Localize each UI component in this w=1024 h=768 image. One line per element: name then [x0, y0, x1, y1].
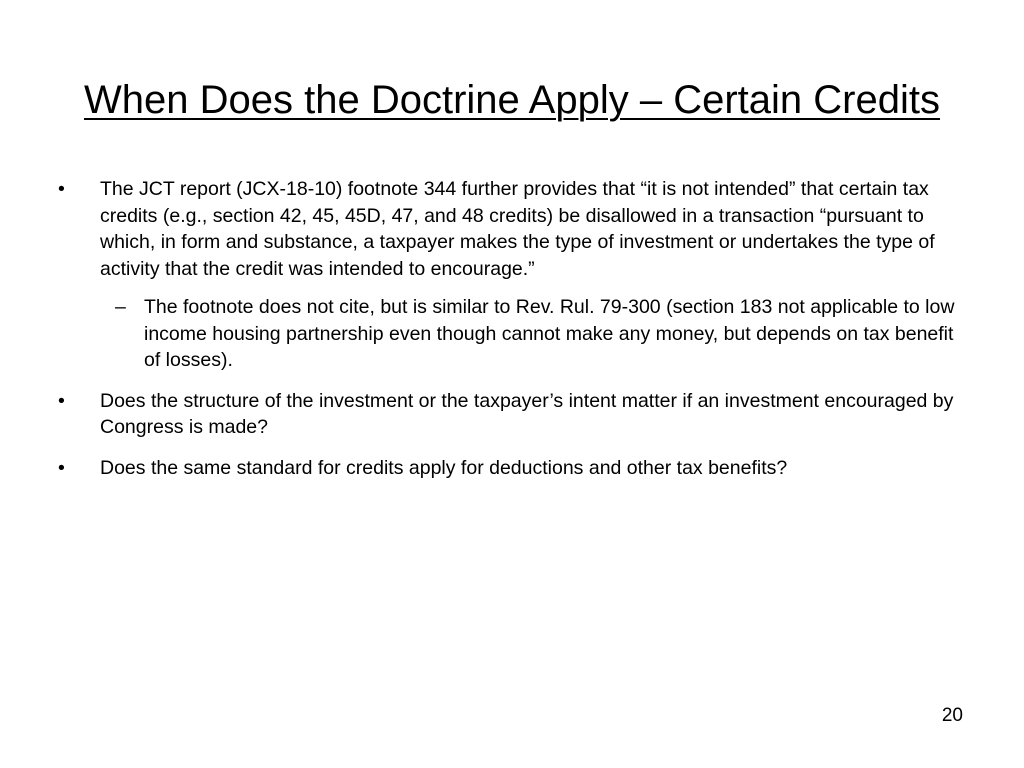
bullet-text: Does the same standard for credits apply for deductions and other tax benefits?: [100, 456, 788, 479]
slide-title: When Does the Doctrine Apply – Certain Credits: [84, 78, 940, 122]
bullet-item: [58, 176, 963, 282]
bullet-item: [58, 455, 963, 482]
bullet-text: The JCT report (JCX-18-10) footnote 344 further provides that “it is not intended” that certain tax credits (e.g., section 42, 45, 45D, 47, and 48 credits) be disallowed in a transaction “pursuant to which, in form and substance, a taxpayer makes the type of investment or undertakes the type of activity that the credit was intended to encourage.”: [100, 178, 935, 280]
page-number: 20: [941, 705, 963, 726]
bullet-icon: •: [58, 178, 65, 200]
slide-body: [58, 176, 963, 495]
sub-bullet-text: The footnote does not cite, but is similar to Rev. Rul. 79-300 (section 183 not applicable to low income housing partnership even though cannot make any money, but depends on tax benefit of losses).: [144, 296, 955, 371]
dash-icon: –: [115, 296, 126, 318]
bullet-icon: •: [58, 389, 65, 412]
sub-bullet-item: [100, 294, 963, 374]
bullet-icon: •: [58, 456, 65, 479]
bullet-text: Does the structure of the investment or the taxpayer’s intent matter if an investment encouraged by Congress is made?: [100, 389, 954, 438]
bullet-item: [58, 388, 963, 441]
